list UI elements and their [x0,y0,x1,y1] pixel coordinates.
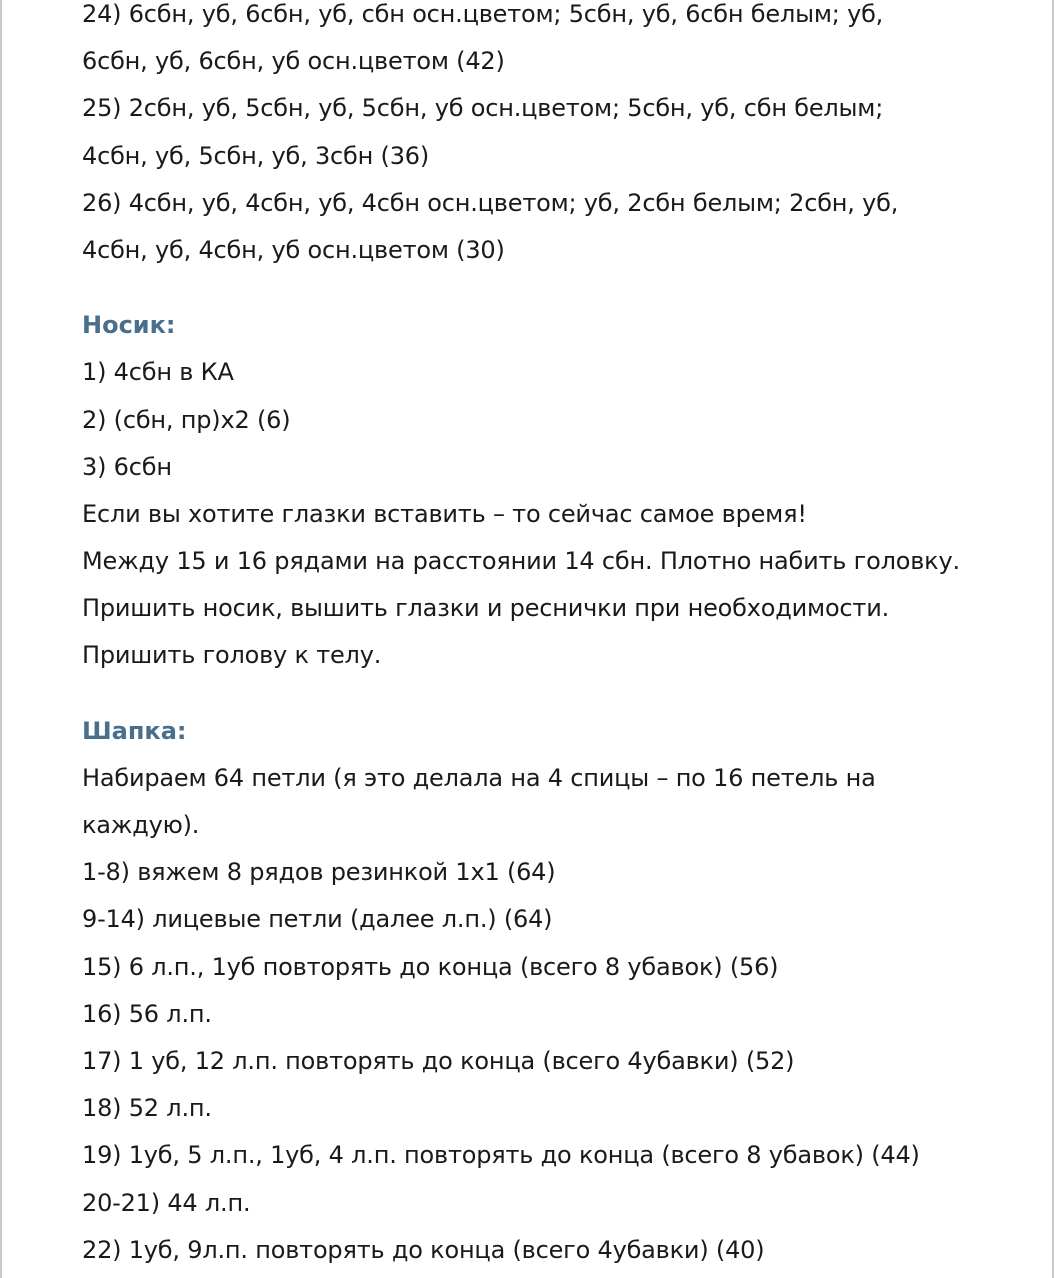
head-row-line: 4сбн, уб, 4сбн, уб осн.цветом (30) [82,235,505,264]
nose-line: 2) (сбн, пр)х2 (6) [82,405,291,434]
nose-line: Пришить носик, вышить глазки и реснички при необходимости. [82,594,890,623]
hat-line: 19) 1уб, 5 л.п., 1уб, 4 л.п. повторять до конца (всего 8 убавок) (44) [82,1141,920,1170]
nose-line: 3) 6сбн [82,452,172,481]
pattern-text [82,0,982,1274]
hat-line: 17) 1 уб, 12 л.п. повторять до конца (всего 4убавки) (52) [82,1046,795,1075]
nose-heading: Носик: [82,311,176,340]
nose-line: 1) 4сбн в КА [82,358,234,387]
head-row-line: 26) 4сбн, уб, 4сбн, уб, 4сбн осн.цветом; уб, 2сбн белым; 2сбн, уб, [82,188,899,217]
hat-heading: Шапка: [82,716,187,745]
hat-line: каждую). [82,811,200,839]
head-row-line: 4сбн, уб, 5сбн, уб, 3сбн (36) [82,141,430,170]
head-row-line: 6сбн, уб, 6сбн, уб осн.цветом (42) [82,47,505,76]
hat-line: 22) 1уб, 9л.п. повторять до конца (всего 4убавки) (40) [82,1235,765,1264]
nose-line: Если вы хотите глазки вставить – то сейчас самое время! [82,499,807,528]
section-gap [82,274,982,302]
hat-line: 18) 52 л.п. [82,1094,212,1123]
hat-line: 16) 56 л.п. [82,999,212,1028]
section-gap [82,680,982,708]
nose-line: Пришить голову к телу. [82,641,382,670]
nose-line: Между 15 и 16 рядами на расстоянии 14 сбн. Плотно набить головку. [82,547,960,576]
hat-line: 15) 6 л.п., 1уб повторять до конца (всего 8 убавок) (56) [82,952,779,981]
hat-line: Набираем 64 петли (я это делала на 4 спицы – по 16 петель на [82,763,876,792]
hat-line: 1-8) вяжем 8 рядов резинкой 1х1 (64) [82,858,556,887]
head-row-line: 24) 6сбн, уб, 6сбн, уб, сбн осн.цветом; 5сбн, уб, 6сбн белым; уб, [82,0,884,28]
head-row-line: 25) 2сбн, уб, 5сбн, уб, 5сбн, уб осн.цветом; 5сбн, уб, сбн белым; [82,94,884,123]
hat-line: 9-14) лицевые петли (далее л.п.) (64) [82,905,553,934]
hat-line: 20-21) 44 л.п. [82,1188,251,1217]
